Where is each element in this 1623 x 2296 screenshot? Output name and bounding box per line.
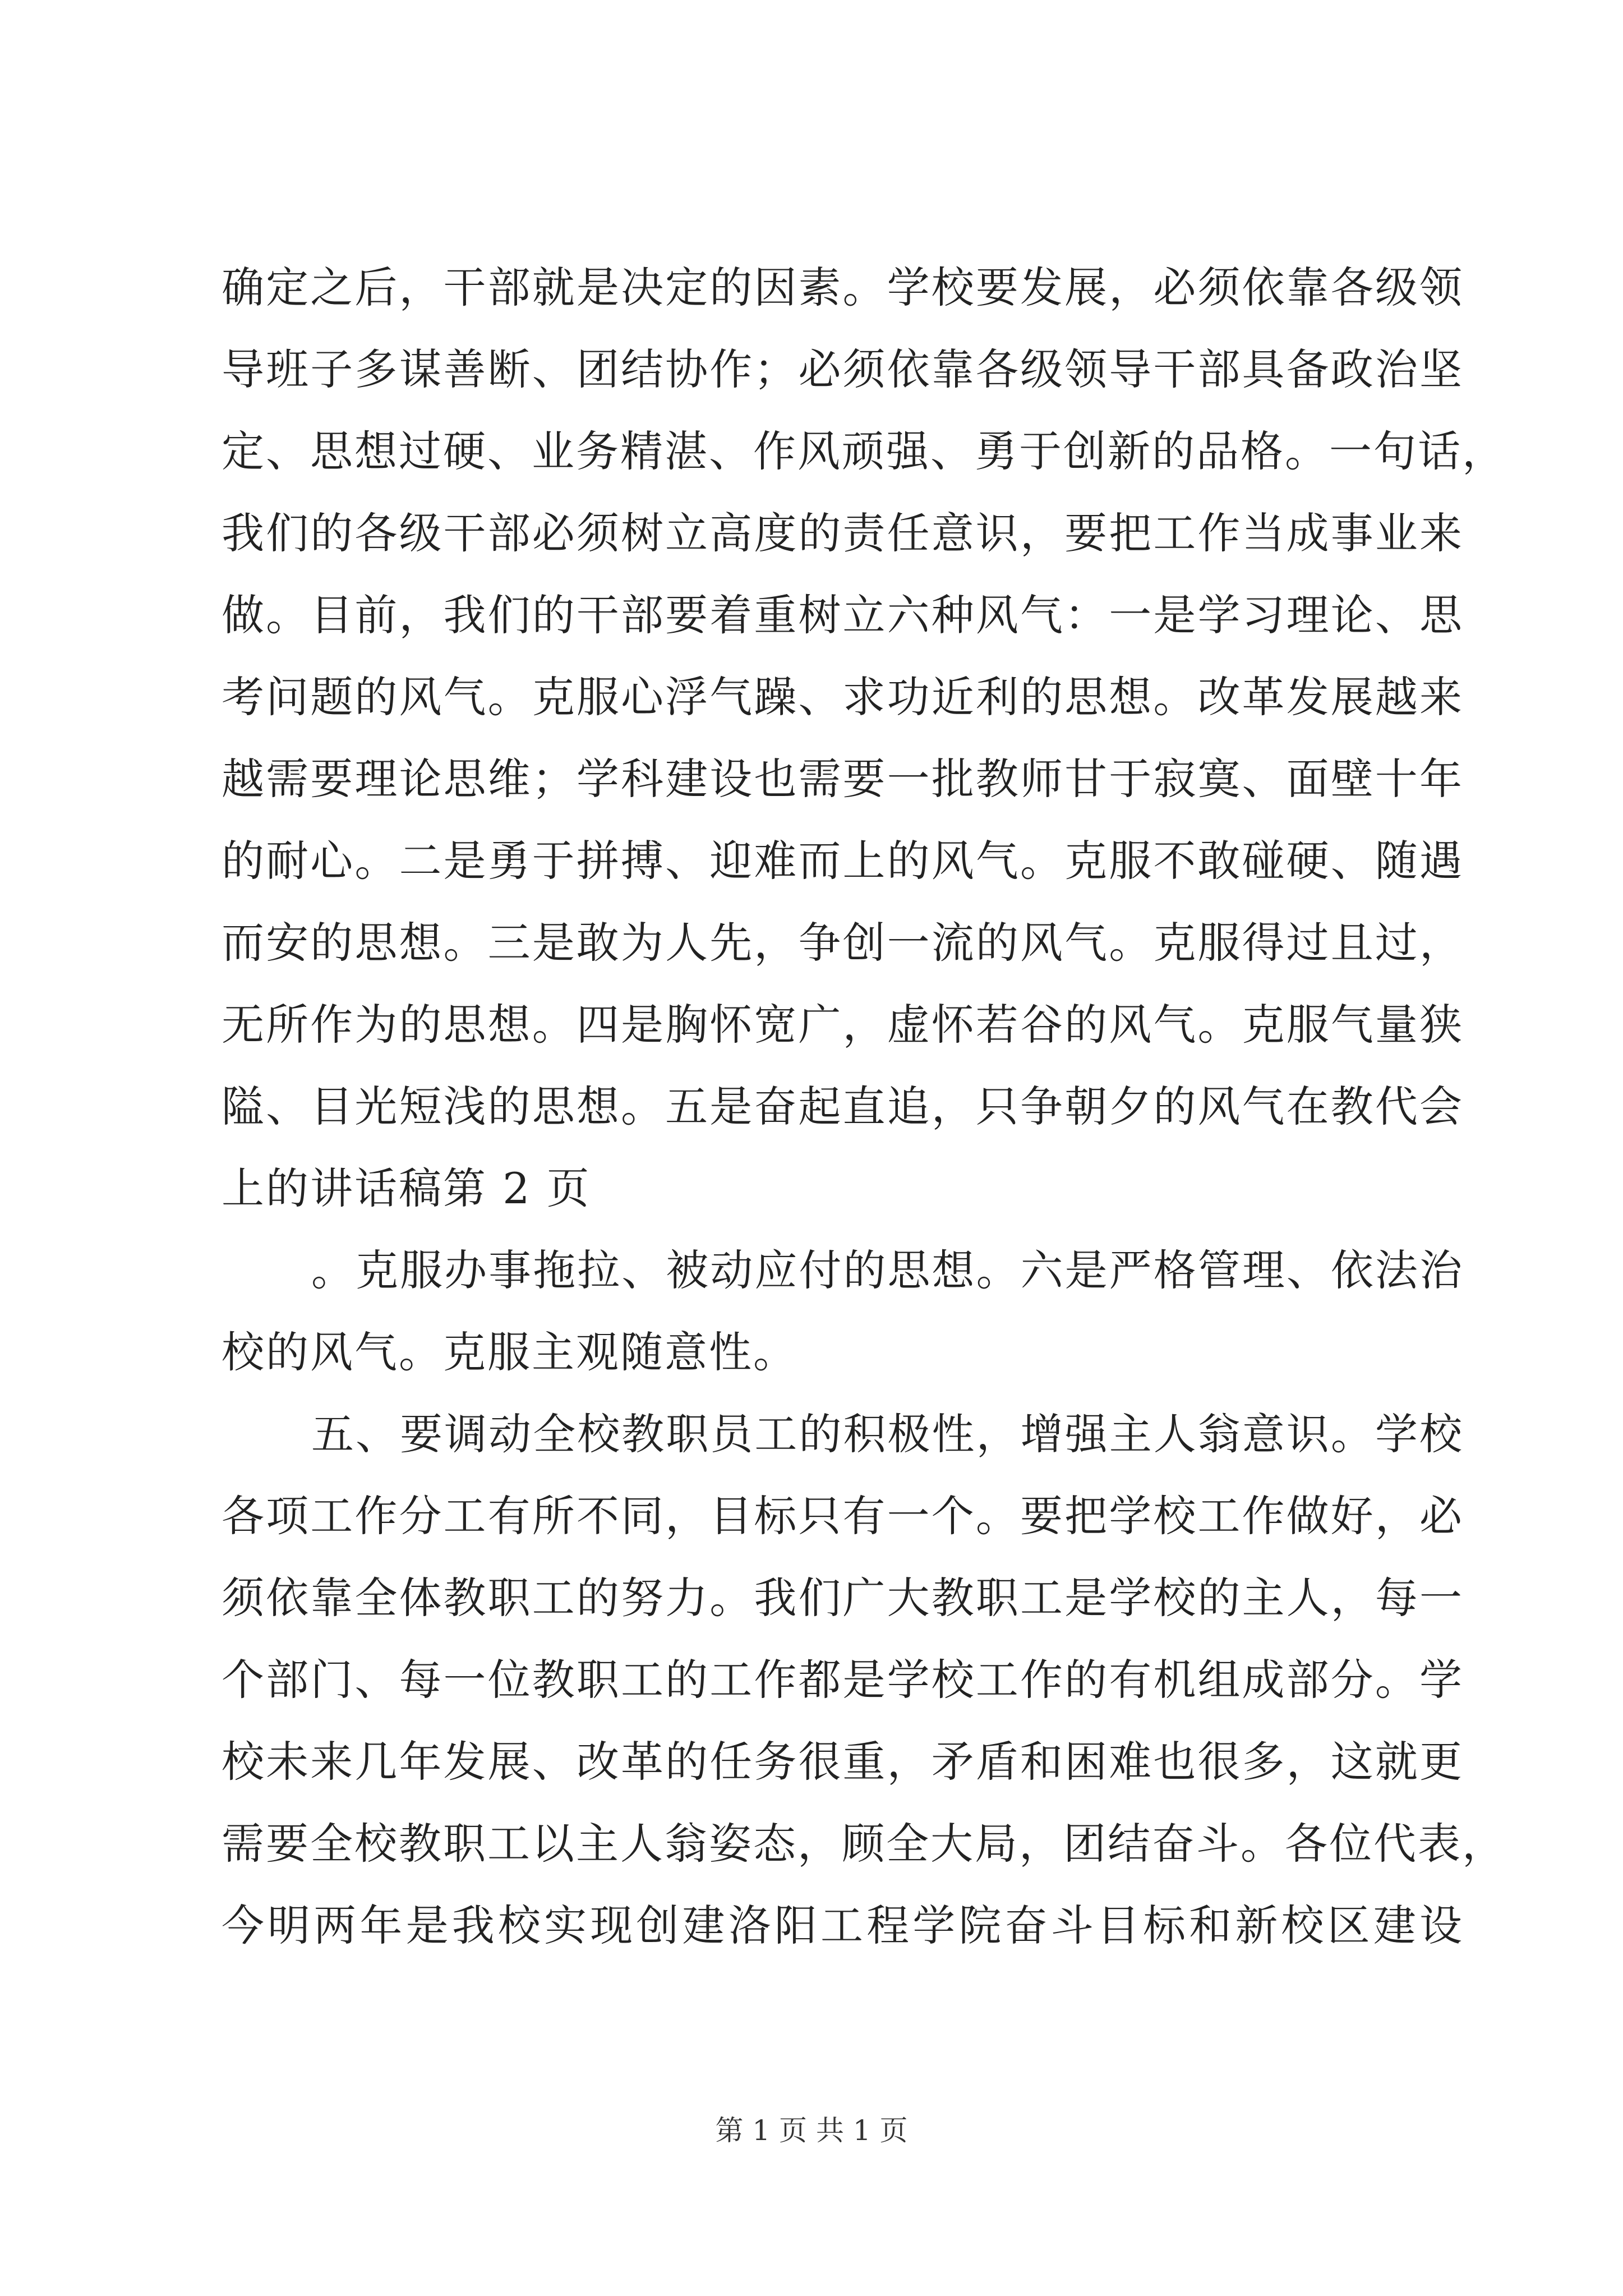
text-line: 导班子多谋善断、团结协作；必须依靠各级领导干部具备政治坚	[222, 344, 1464, 394]
text-line: 我们的各级干部必须树立高度的责任意识，要把工作当成事业来	[222, 508, 1464, 558]
text-line: 越需要理论思维；学科建设也需要一批教师甘于寂寞、面壁十年	[222, 754, 1464, 804]
text-line: 无所作为的思想。四是胸怀宽广，虚怀若谷的风气。克服气量狭	[222, 1000, 1464, 1050]
text-line: 须依靠全体教职工的努力。我们广大教职工是学校的主人，每一	[222, 1573, 1464, 1623]
text-line: 考问题的风气。克服心浮气躁、求功近利的思想。改革发展越来	[222, 672, 1464, 722]
text-line: 。克服办事拖拉、被动应付的思想。六是严格管理、依法治	[311, 1245, 1464, 1295]
text-line: 做。目前，我们的干部要着重树立六种风气：一是学习理论、思	[222, 590, 1464, 640]
text-line: 的耐心。二是勇于拼搏、迎难而上的风气。克服不敢碰硬、随遇	[222, 836, 1464, 886]
text-line: 需要全校教职工以主人翁姿态，顾全大局，团结奋斗。各位代表，	[222, 1819, 1506, 1869]
page-footer: 第 1 页 共 1 页	[715, 2114, 908, 2147]
text-line: 校未来几年发展、改革的任务很重，矛盾和困难也很多，这就更	[222, 1737, 1464, 1787]
text-line: 各项工作分工有所不同，目标只有一个。要把学校工作做好，必	[222, 1491, 1464, 1541]
text-line: 定、思想过硬、业务精湛、作风顽强、勇于创新的品格。一句话，	[222, 426, 1506, 476]
text-line: 确定之后，干部就是决定的因素。学校要发展，必须依靠各级领	[222, 263, 1464, 312]
text-line: 校的风气。克服主观随意性。	[222, 1327, 797, 1377]
text-line: 而安的思想。三是敢为人先，争创一流的风气。克服得过且过，	[222, 918, 1464, 968]
text-line: 个部门、每一位教职工的工作都是学校工作的有机组成部分。学	[222, 1655, 1464, 1705]
text-line: 上的讲话稿第 2 页	[222, 1163, 591, 1213]
document-body	[222, 247, 1506, 1967]
text-line: 今明两年是我校实现创建洛阳工程学院奋斗目标和新校区建设	[222, 1901, 1464, 1950]
text-line: 隘、目光短浅的思想。五是奋起直追，只争朝夕的风气在教代会	[222, 1082, 1464, 1131]
text-line: 五、要调动全校教职员工的积极性，增强主人翁意识。学校	[311, 1409, 1464, 1459]
